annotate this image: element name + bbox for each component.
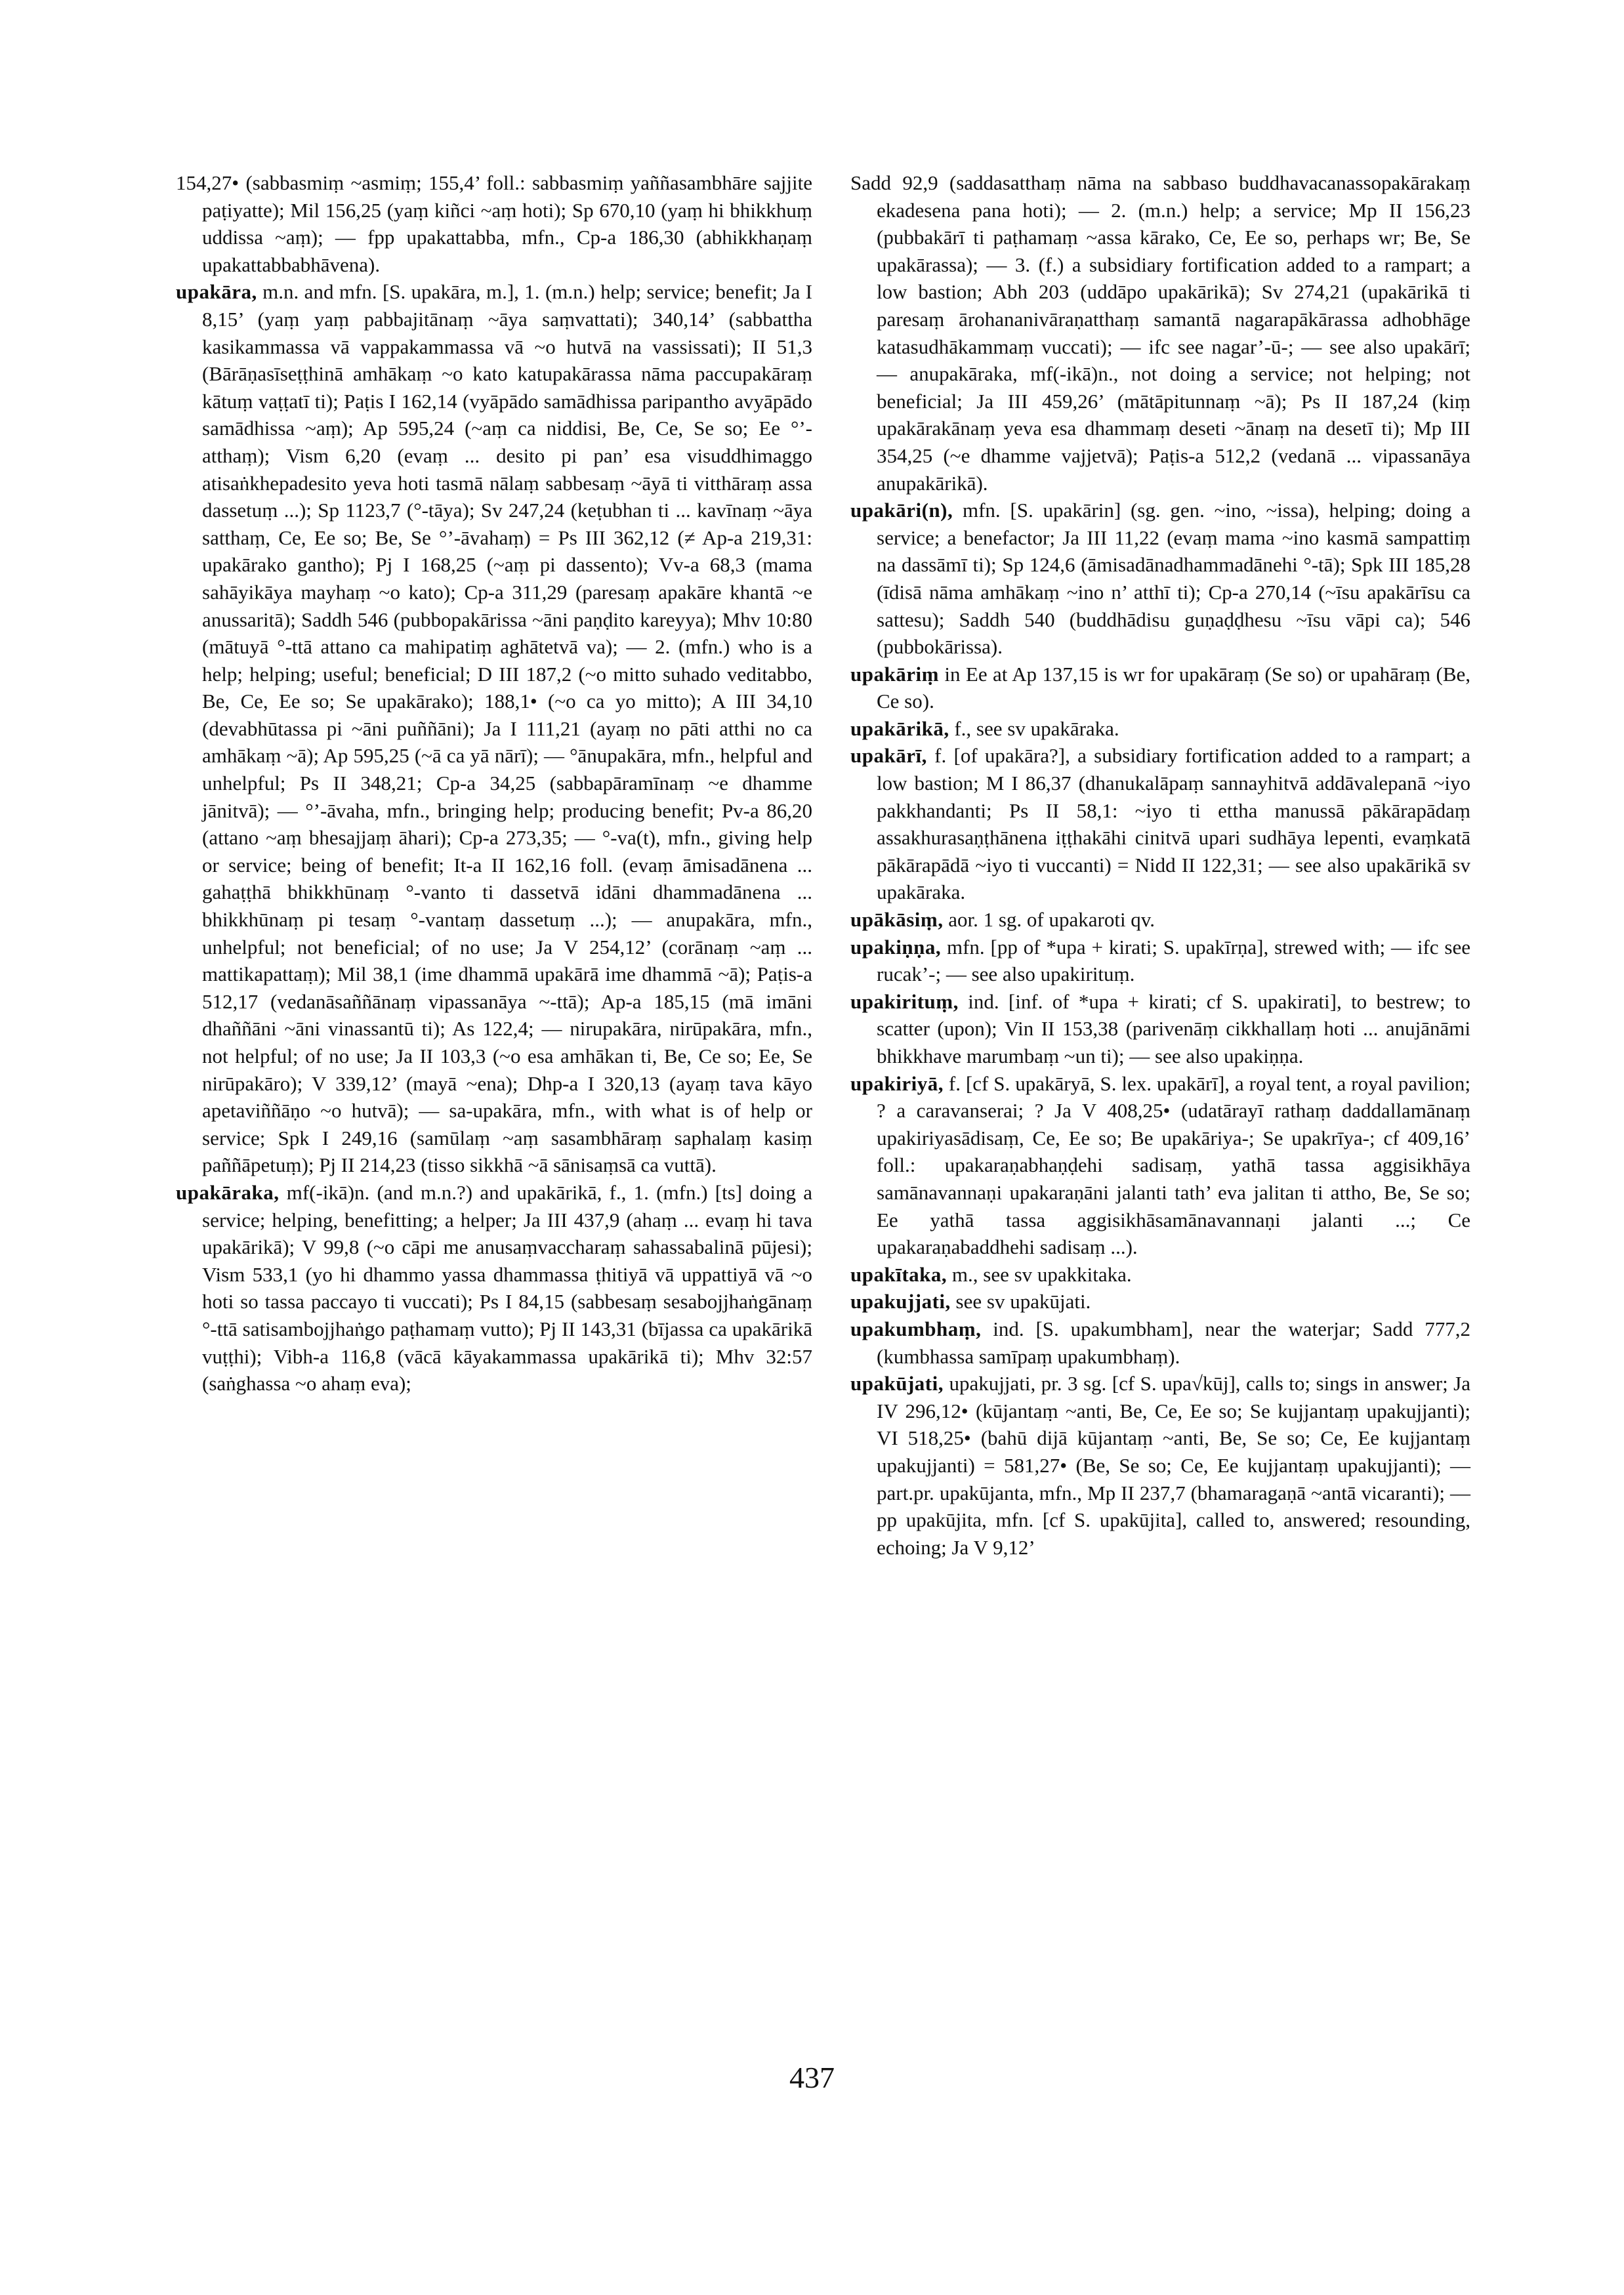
- entry-headword: upakiriyā,: [850, 1071, 944, 1095]
- entry-upakiriya: [850, 1070, 1470, 1261]
- entry-upakarika: [850, 715, 1470, 743]
- entry-body: 154,27• (sabbasmiṃ ~asmiṃ; 155,4’ foll.: sabbasmiṃ yaññasambhāre sajjite paṭiyatte); Mil 156,25 (yaṃ kiñci ~aṃ hoti); Sp 670,10 (yaṃ hi bhikkhuṃ uddissa ~aṃ); — fpp upakattabba, mfn., Cp-a 186,30 (abhikkhaṇaṃ upakattabbabhāvena).: [176, 171, 812, 276]
- entry-body: Sadd 92,9 (saddasatthaṃ nāma na sabbaso buddhavacanassopakārakaṃ ekadesena pana hoti); — 2. (m.n.) help; a service; Mp II 156,23 (pubbakārī ti paṭhamaṃ ~assa kārako, Ce, Ee so, perhaps wr; Be, Se upakārassa); — 3. (f.) a subsidiary fortification added to a rampart; a low bastion; Abh 203 (uddāpo upakārikā); Sv 274,21 (upakārikā ti paresaṃ ārohananivāraṇatthaṃ samantā nagarapākārassa adhobhāge katasudhākammaṃ vuccati); — ifc see nagar’-ū-; — see also upakārī; — anupakāraka, mf(-ikā)n., not doing a service; not helping; not beneficial; Ja III 459,26’ (mātāpitunnaṃ ~ā); Ps II 187,24 (kiṃ upakārakānaṃ yeva esa dhammaṃ deseti ~ānaṃ na desetī ti); Mp III 354,25 (~e dhamme vajjetvā); Paṭis-a 512,2 (vedanā ... vipassanāya anupakārikā).: [850, 171, 1470, 495]
- entry-headword: upākāsiṃ,: [850, 908, 944, 932]
- entry-body: ind. [inf. of *upa + kirati; cf S. upakirati], to bestrew; to scatter (upon); Vin II 153,38 (parivenāṃ cikkhallaṃ hoti ... anujānāmi bhikkhave marumbaṃ ~un ti); — see also upakiṇṇa.: [877, 989, 1470, 1067]
- entry-headword: upakiṇṇa,: [850, 935, 942, 959]
- entry-upakarin: [850, 497, 1470, 661]
- entry-upakujjati: [850, 1288, 1470, 1315]
- entry-headword: upakītaka,: [850, 1262, 947, 1286]
- entry-upakinna: [850, 934, 1470, 988]
- entry-upakara: [176, 278, 812, 1179]
- entry-headword: upakirituṃ,: [850, 989, 959, 1013]
- entry-headword: upakumbhaṃ,: [850, 1317, 982, 1340]
- entry-upakari: [850, 742, 1470, 906]
- entry-headword: upakāri(n),: [850, 499, 953, 522]
- entry-upakarim: [850, 661, 1470, 715]
- entry-body: in Ee at Ap 137,15 is wr for upakāraṃ (Se so) or upahāraṃ (Be, Ce so).: [877, 662, 1470, 713]
- entry-upakumbham: [850, 1315, 1470, 1370]
- entry-body: mfn. [pp of *upa + kirati; S. upakīrṇa], strewed with; — ifc see rucak’-; — see also upakirituṃ.: [877, 935, 1470, 986]
- entry-headword: upakārikā,: [850, 716, 949, 740]
- entry-headword: upakāriṃ: [850, 662, 939, 686]
- entry-body: mf(-ikā)n. (and m.n.?) and upakārikā, f., 1. (mfn.) [ts] doing a service; helping, benefitting; a helper; Ja III 437,9 (ahaṃ ... evaṃ hi tava upakārikā); V 99,8 (~o cāpi me anusaṃvaccharaṃ sahassabalinā pūjesi); Vism 533,1 (yo hi dhammo yassa dhammassa ṭhitiyā vā uppattiyā vā ~o hoti so tassa paccayo ti vuccati); Ps I 84,15 (sabbesaṃ sesabojjhaṅgānaṃ °-ttā satisambojjhaṅgo paṭhamaṃ vutto); Pj II 143,31 (bījassa ca upakārikā vuṭṭhi); Vibh-a 116,8 (vācā kāyakammassa upakārikā ti); Mhv 32:57 (saṅghassa ~o ahaṃ eva);: [202, 1180, 812, 1396]
- entry-body: ind. [S. upakumbham], near the waterjar; Sadd 777,2 (kumbhassa samīpaṃ upakumbhaṃ).: [877, 1317, 1471, 1368]
- entry-headword: upakārī,: [850, 744, 927, 768]
- entry-body: f., see sv upakāraka.: [954, 716, 1119, 740]
- entry-body: aor. 1 sg. of upakaroti qv.: [948, 908, 1156, 932]
- entry-body: f. [cf S. upakāryā, S. lex. upakārī], a royal tent, a royal pavilion; ? a caravanserai; ? Ja V 408,25• (udatārayī rathaṃ daddallamānaṃ upakiriyasādisaṃ, Ce, Ee so; Be upakāriya-; Se upakrīya-; cf 409,16’ foll.: upakaraṇabhaṇḍehi sadisaṃ, yathā tassa aggisikhāya samānavannaṇi upakaraṇāni jalanti tath’ eva jalitan ti attho, Be, Se so; Ee yathā tassa aggisikhāsamānavannaṇi jalanti ...; Ce upakaraṇabaddhehi sadisaṃ ...).: [877, 1071, 1471, 1259]
- page-number: 437: [789, 2061, 835, 2094]
- entry-upakiritum: [850, 988, 1470, 1070]
- entry-body: see sv upakūjati.: [955, 1290, 1091, 1313]
- entry-body: f. [of upakāra?], a subsidiary fortification added to a rampart; a low bastion; M I 86,37 (dhanukalāpaṃ sannayhitvā addāvalepanā ~iyo pakkhandanti; Ps II 58,1: ~iyo ti ettha manussā pākārapādaṃ assakhurasaṇṭhānena iṭṭhakāhi cinitvā upari sudhāya lepenti, evaṃkatā pākārapādā ~iyo ti vuccanti) = Nidd II 122,31; — see also upakārikā sv upakāraka.: [877, 744, 1470, 904]
- entry-body: m., see sv upakkitaka.: [951, 1262, 1132, 1286]
- entry-continuation: [850, 169, 1470, 497]
- entry-body: mfn. [S. upakārin] (sg. gen. ~ino, ~issa), helping; doing a service; a benefactor; Ja III 11,22 (evaṃ mama ~ino kasmā sampattiṃ na dassāmī ti); Sp 124,6 (āmisadānadhammadānehi °-tā); Spk III 185,28 (īdisā nāma amhākaṃ ~ino n’ atthī ti); Cp-a 270,14 (~īsu apakārīsu ca sattesu); Saddh 540 (buddhādisu guṇaḍḍhesu ~īsu vāpi ca); 546 (pubbokārissa).: [877, 499, 1471, 659]
- entry-headword: upakāraka,: [176, 1180, 280, 1204]
- entry-upakujati: [850, 1370, 1470, 1561]
- entry-continuation: [176, 169, 812, 278]
- entry-headword: upakujjati,: [850, 1290, 951, 1313]
- entry-upakaraka: [176, 1179, 812, 1397]
- left-column: [176, 169, 812, 1397]
- entry-body: upakujjati, pr. 3 sg. [cf S. upa√kūj], calls to; sings in answer; Ja IV 296,12• (kūjantaṃ ~anti, Be, Ce, Ee so; Se kujjantaṃ upakujjanti); VI 518,25• (bahū dijā kūjantaṃ ~anti, Be, Se so; Ce, Ee kujjantaṃ upakujjanti) = 581,27• (Be, Se so; Ce, Ee kujjantaṃ upakujjanti); — part.pr. upakūjanta, mfn., Mp II 237,7 (bhamaragaṇā ~antā vicaranti); — pp upakūjita, mfn. [cf S. upakūjita], called to, answered; resounding, echoing; Ja V 9,12’: [877, 1372, 1471, 1559]
- entry-upakitaka: [850, 1261, 1470, 1289]
- entry-body: m.n. and mfn. [S. upakāra, m.], 1. (m.n.) help; service; benefit; Ja I 8,15’ (yaṃ yaṃ pabbajitānaṃ ~āya saṃvattati); 340,14’ (sabbattha kasikammassa vā vappakammassa vā ~o hutvā na vassissati); II 51,3 (Bārāṇasīseṭṭhinā amhākaṃ ~o kato katupakārassa nāma paccupakāraṃ kātuṃ vaṭṭatī ti); Paṭis I 162,14 (vyāpādo samādhissa paripantho avyāpādo samādhissa ~aṃ); Ap 595,24 (~aṃ ca niddisi, Be, Ce, Se so; Ee °’-atthaṃ); Vism 6,20 (evaṃ ... desito pi pan’ esa visuddhimaggo atisaṅkhepadesito yeva hoti tasmā nālaṃ sabbesaṃ ~āyā ti vitthāraṃ assa dassetuṃ ...); Sp 1123,7 (°-tāya); Sv 247,24 (keṭubhan ti ... kavīnaṃ ~āya satthaṃ, Ce, Ee so; Be, Se °’-āvahaṃ) = Ps III 362,12 (≠ Ap-a 219,31: upakārako gantho); Pj I 168,25 (~aṃ pi dassento); Vv-a 68,3 (mama sahāyikāya mayhaṃ ~o kato); Cp-a 311,29 (paresaṃ apakāre khantā ~e anussaritā); Saddh 546 (pubbopakārissa ~āni paṇḍito kareyya); Mhv 10:80 (mātuyā °-ttā attano ca mahipatiṃ aghātetvā va); — 2. (mfn.) who is a help; helping; useful; beneficial; D III 187,2 (~o mitto suhado veditabbo, Be, Ce, Ee so; Se upakārako); 188,1• (~o ca yo mitto); A III 34,10 (devabhūtassa pi ~āni puññāni); Ja I 111,21 (ayaṃ no pāti atthi no ca amhākaṃ ~ā); Ap 595,25 (~ā ca yā nārī); — °ānupakāra, mfn., helpful and unhelpful; Ps II 348,21; Cp-a 34,25 (sabbapāramīnaṃ ~e dhamme jānitvā); — °’-āvaha, mfn., bringing help; producing benefit; Pv-a 86,20 (attano ~aṃ bhesajjaṃ āhari); Cp-a 273,35; — °-va(t), mfn., giving help or service; being of benefit; It-a II 162,16 foll. (evaṃ āmisadānena ... gahaṭṭhā bhikkhūnaṃ °-vanto ti dassetvā idāni dhammadānena ... bhikkhūnaṃ pi tesaṃ °-vantaṃ dassetuṃ ...); — anupakāra, mfn., unhelpful; not beneficial; of no use; Ja V 254,12’ (corānaṃ ~aṃ ... mattikapattaṃ); Mil 38,1 (ime dhammā upakārā ime dhammā ~ā); Paṭis-a 512,17 (vedanāsaññānaṃ vipassanāya ~-ttā); Ap-a 185,15 (mā imāni dhaññāni ~āni vinassantū ti); As 122,4; — nirupakāra, nirūpakāra, mfn., not helpful; of no use; Ja II 103,3 (~o esa amhākan ti, Be, Ce so; Ee, Se nirūpakāro); V 339,12’ (mayā ~ena); Dhp-a I 320,13 (ayaṃ tava kāyo apetaviññāṇo ~o hutvā); — sa-upakāra, mfn., with what is of help or service; Spk I 249,16 (samūlaṃ ~aṃ sasambhāraṃ saphalaṃ kasiṃ paññāpetuṃ); Pj II 214,23 (tisso sikkhā ~ā sānisaṃsā ca vuttā).: [202, 280, 813, 1177]
- entry-headword: upakāra,: [176, 280, 257, 304]
- right-column: [850, 169, 1470, 1561]
- entry-upakasim: [850, 906, 1470, 934]
- entry-headword: upakūjati,: [850, 1372, 944, 1396]
